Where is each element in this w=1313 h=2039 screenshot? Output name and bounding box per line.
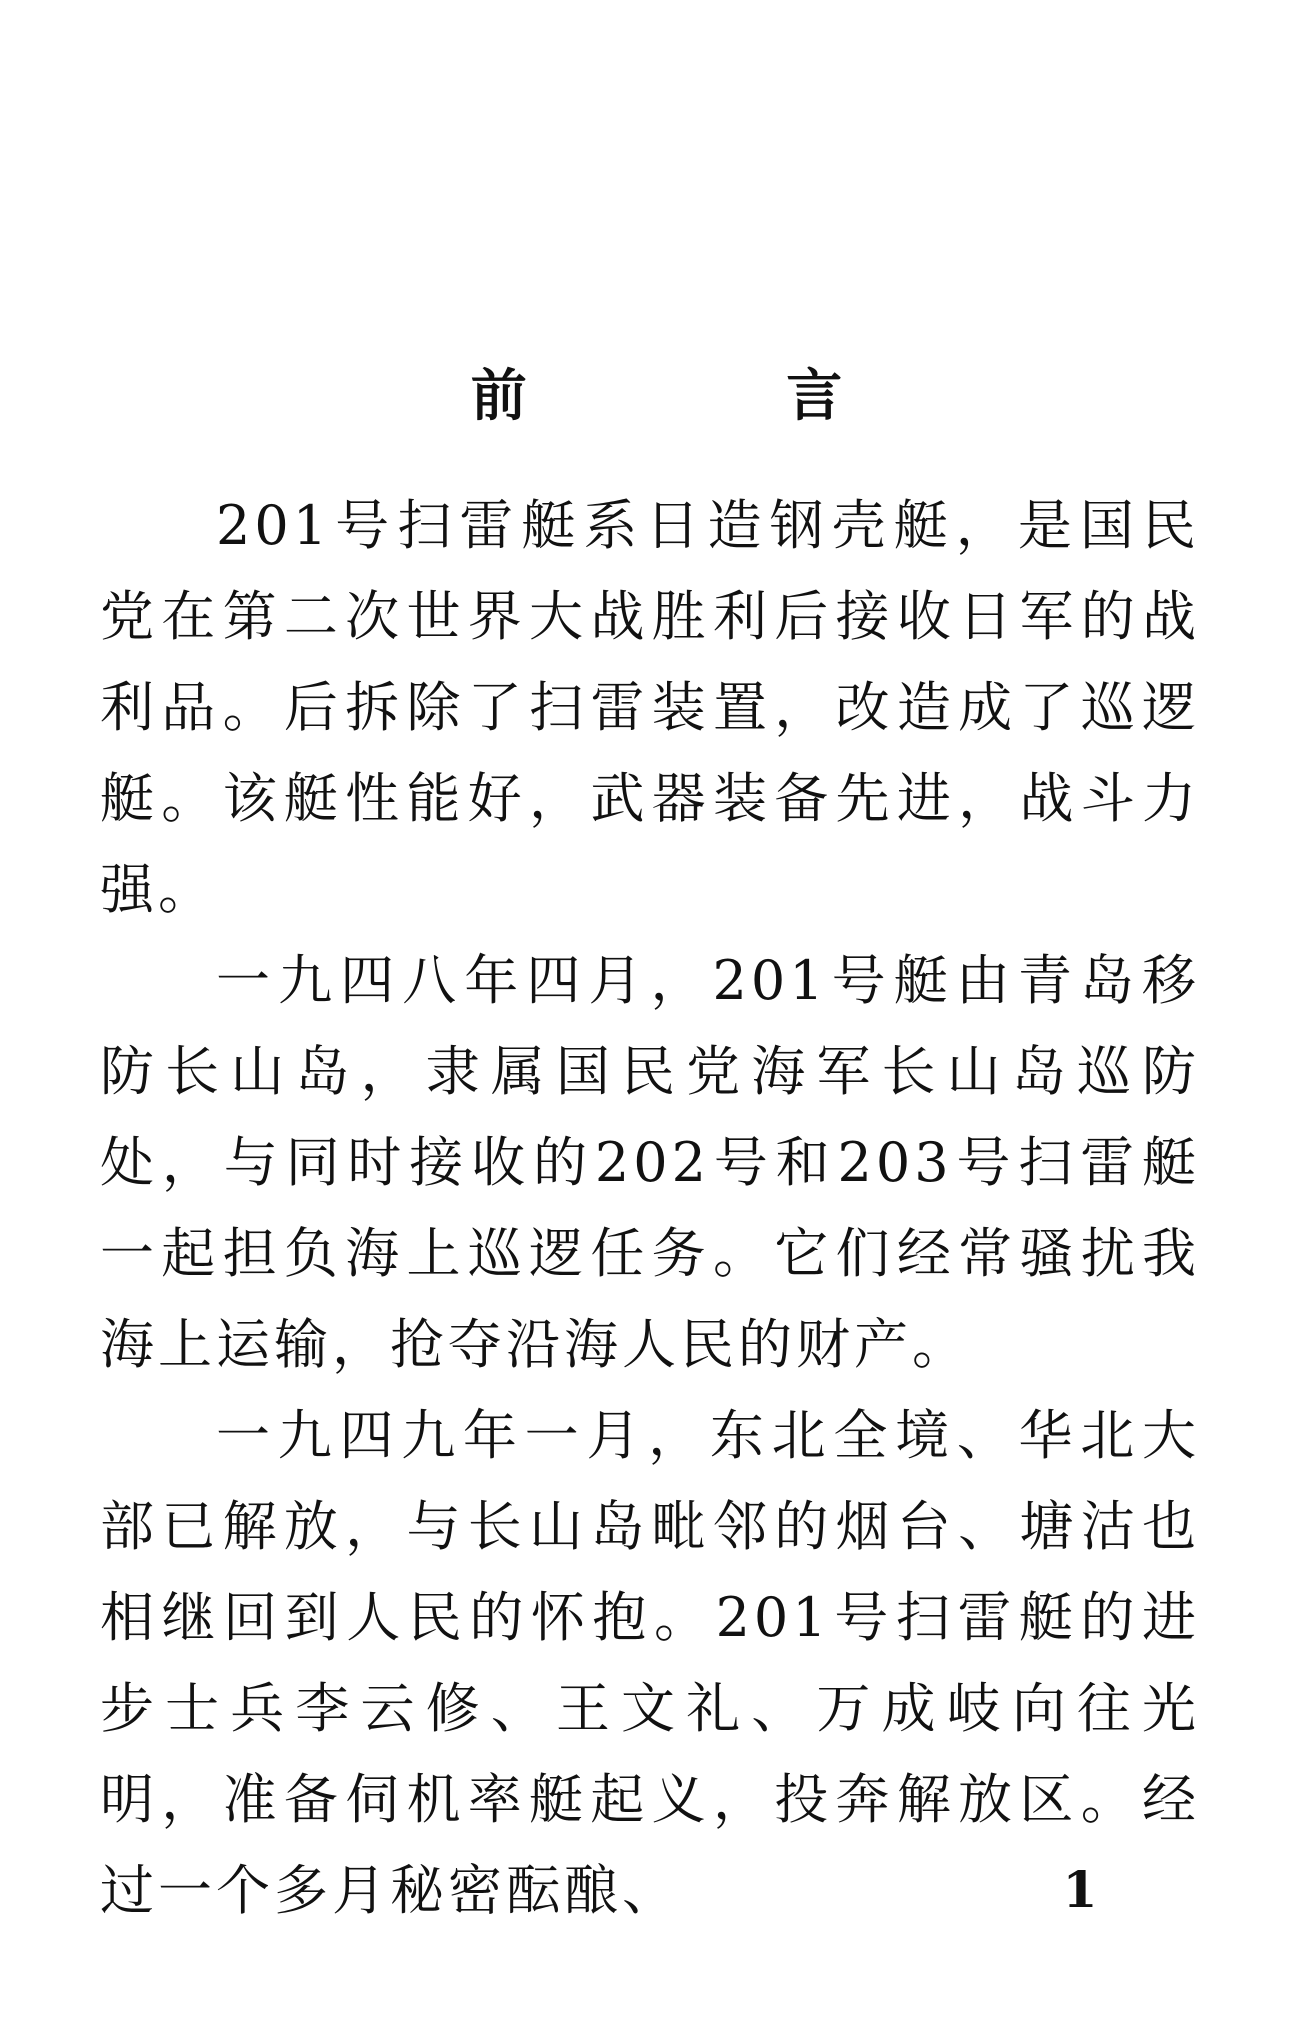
paragraph-3: 一九四九年一月，东北全境、华北大部已解放，与长山岛毗邻的烟台、塘沽也相继回到人民的怀抱。201号扫雷艇的进步士兵李云修、王文礼、万成岐向往光明，准备伺机率艇起义，投奔解放区。经过一个多月秘密酝酿、 [100, 1404, 1200, 1922]
page-title: 前 言 [470, 362, 963, 429]
paragraph-2: 一九四八年四月，201号艇由青岛移防长山岛，隶属国民党海军长山岛巡防处，与同时接收的202号和203号扫雷艇一起担负海上巡逻任务。它们经常骚扰我海上运输，抢夺沿海人民的财产。 [100, 949, 1200, 1376]
body-text [100, 480, 1200, 1936]
page-number: 1 [1062, 1860, 1098, 1919]
paragraph-1: 201号扫雷艇系日造钢壳艇，是国民党在第二次世界大战胜利后接收日军的战利品。后拆除了扫雷装置，改造成了巡逻艇。该艇性能好，武器装备先进，战斗力强。 [100, 494, 1200, 921]
